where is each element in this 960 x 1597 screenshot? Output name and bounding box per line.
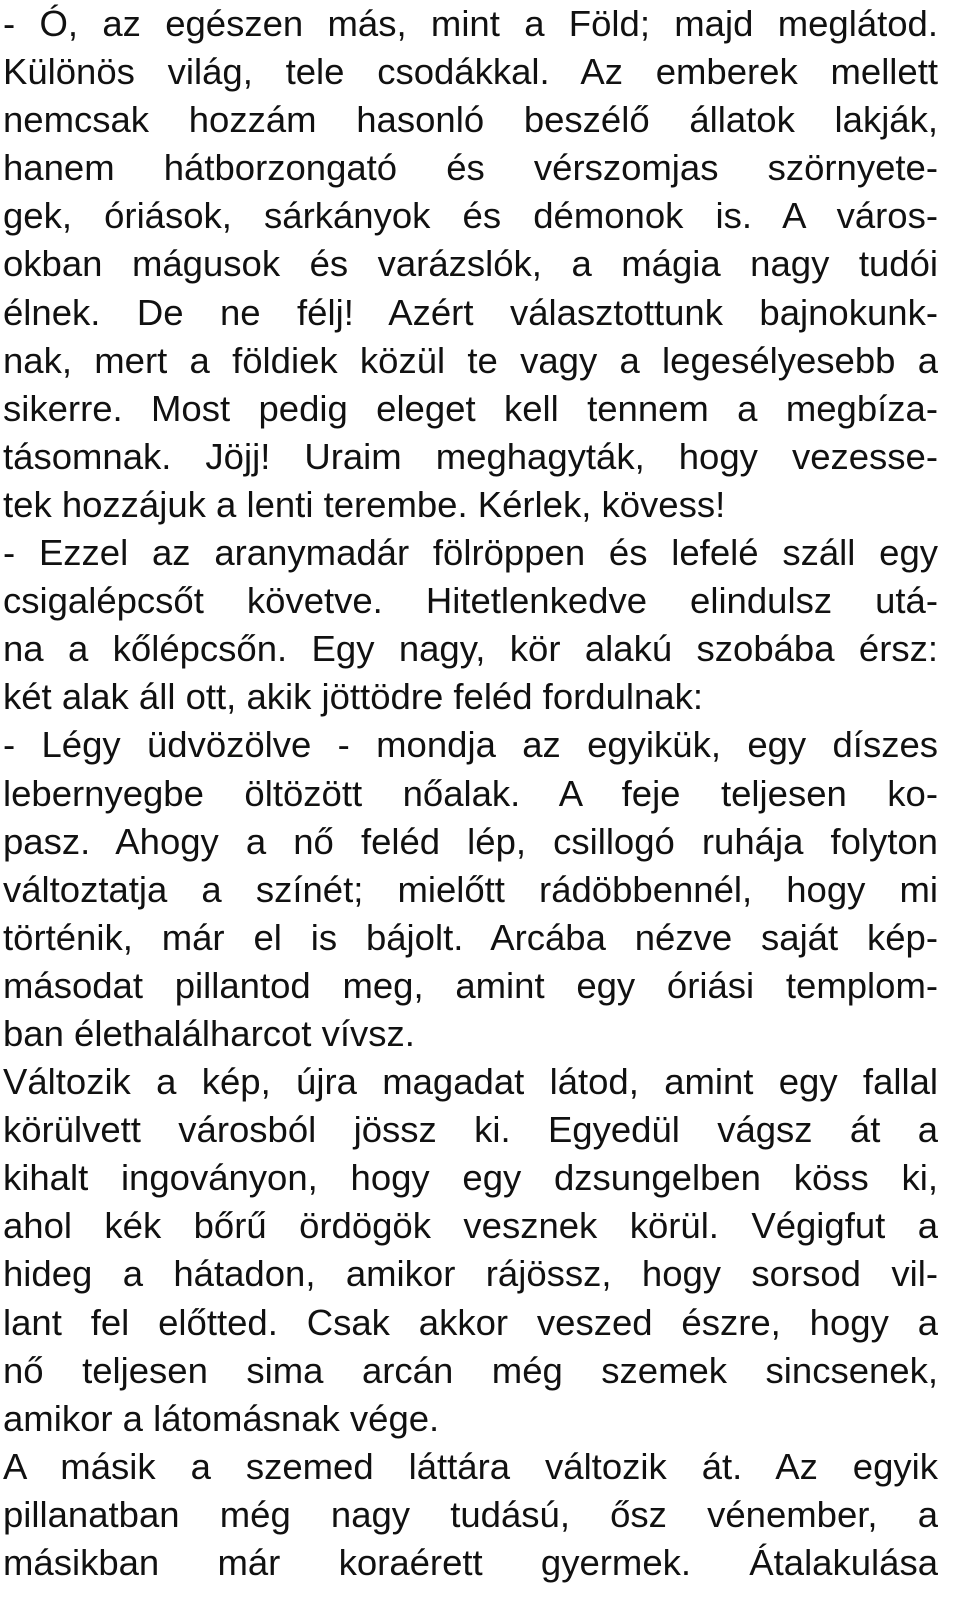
text-line: lant fel előtted. Csak akkor veszed észre, hogy a (3, 1301, 938, 1343)
text-line: nemcsak hozzám hasonló beszélő állatok lakják, (3, 99, 938, 141)
text-line: amikor a látomásnak vége. (3, 1397, 440, 1439)
text-line: hanem hátborzongató és vérszomjas szörnyete- (3, 147, 938, 189)
text-line: másodat pillantod meg, amint egy óriási templom- (3, 964, 938, 1006)
text-line: - Ezzel az aranymadár fölröppen és lefelé száll egy (3, 532, 938, 574)
text-line: A másik a szemed láttára változik át. Az egyik (3, 1445, 938, 1487)
text-line: körülvett városból jössz ki. Egyedül vágsz át a (3, 1109, 938, 1151)
text-line: pasz. Ahogy a nő feléd lép, csillogó ruhája folyton (3, 820, 938, 862)
text-line: élnek. De ne félj! Azért választottunk bajnokunk- (3, 291, 938, 333)
text-line: történik, már el is bájolt. Arcába nézve saját kép- (3, 916, 938, 958)
text-line: gek, óriások, sárkányok és démonok is. A város- (3, 195, 938, 237)
text-line: - Ó, az egészen más, mint a Föld; majd meglátod. (3, 3, 938, 44)
text-line: két alak áll ott, akik jöttödre feléd fordulnak: (3, 676, 703, 718)
text-line: pillanatban még nagy tudású, ősz vénember, a (3, 1493, 938, 1535)
text-line: nak, mert a földiek közül te vagy a legesélyesebb a (3, 339, 938, 381)
text-line: sikerre. Most pedig eleget kell tennem a megbíza- (3, 387, 938, 429)
document-page (3, 0, 938, 1587)
text-line: Különös világ, tele csodákkal. Az emberek mellett (3, 51, 938, 93)
text-line: tásomnak. Jöjj! Uraim meghagyták, hogy vezesse- (3, 435, 938, 477)
text-line: lebernyegbe öltözött nőalak. A feje teljesen ko- (3, 772, 938, 814)
text-line: ban élethalálharcot vívsz. (3, 1012, 415, 1054)
text-line: hideg a hátadon, amikor rájössz, hogy sorsod vil- (3, 1253, 938, 1295)
text-line: ahol kék bőrű ördögök vesznek körül. Végigfut a (3, 1205, 938, 1247)
text-line: - Légy üdvözölve - mondja az egyikük, egy díszes (3, 724, 938, 766)
text-line: változtatja a színét; mielőtt rádöbbennél, hogy mi (3, 868, 938, 910)
text-line: na a kőlépcsőn. Egy nagy, kör alakú szobába érsz: (3, 628, 938, 670)
text-line: nő teljesen sima arcán még szemek sincsenek, (3, 1349, 938, 1391)
text-line: tek hozzájuk a lenti terembe. Kérlek, kövess! (3, 483, 726, 525)
text-line: Változik a kép, újra magadat látod, amint egy fallal (3, 1061, 938, 1103)
text-line: másikban már koraérett gyermek. Átalakulása (3, 1542, 938, 1583)
text-line: okban mágusok és varázslók, a mágia nagy tudói (3, 243, 938, 285)
text-line: csigalépcsőt követve. Hitetlenkedve elindulsz utá- (3, 580, 938, 622)
text-line: kihalt ingoványon, hogy egy dzsungelben köss ki, (3, 1157, 938, 1199)
